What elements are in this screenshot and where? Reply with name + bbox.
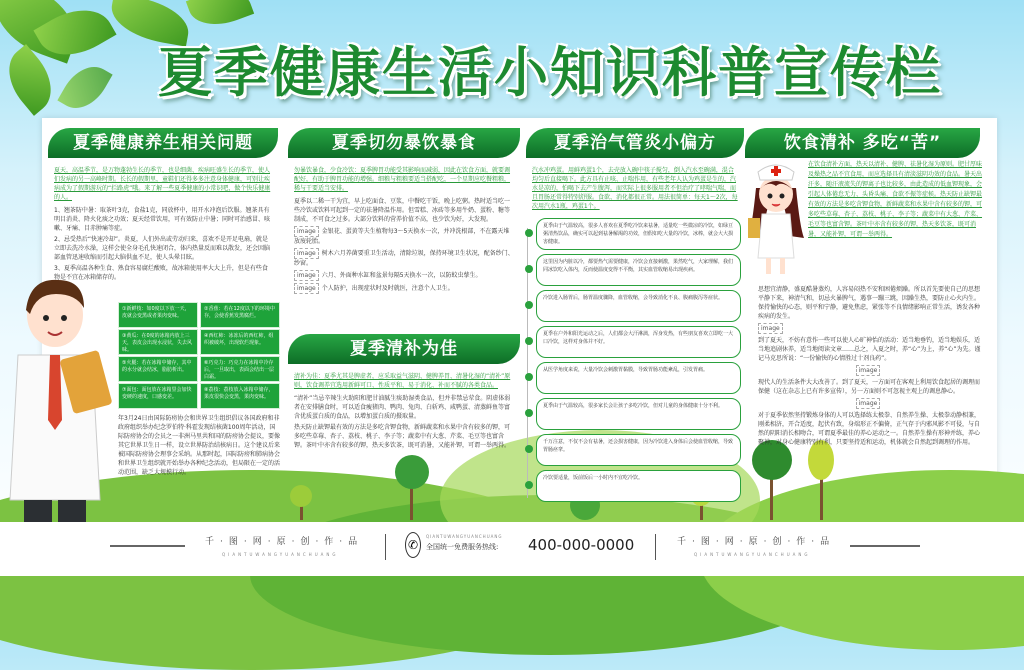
paragraph: 1、翘茶防中暑：取茶叶3克，食盐1克，同放杯中，用开水冲泡后饮服。翘茶具有明目消炎、降火化痰之功效；夏天经常饮用，可有效防止中暑；同时可治感冒、咳嗽、牙痛、目赤肿痛等症。 xyxy=(54,207,271,232)
broken-image-icon: image xyxy=(856,365,881,376)
nurse-illustration xyxy=(742,158,806,280)
paragraph: 思想宜清静，盛夏酷暑蒸灼，人容易闷热不安和困倦烦躁。所以首先要使自己的思想平静下来，神清气和，切忌火暴脾气，遇事一蹦三跳，因躁生热，要防止心火内生。保持愉快的心态，则平和宁静，避免焦虑，紧张等不良情绪影响正常生活，诱发各种疾病的发生。 xyxy=(758,286,981,320)
tip-box: ②香蕉：若在12度以下的环境中存，会使香蕉发黑腐烂。 xyxy=(200,302,280,328)
section-no-overeating xyxy=(288,128,520,296)
bullet-dot xyxy=(525,337,533,345)
footer xyxy=(0,522,1024,576)
paragraph: 到了夏天，不妨有意作一些可以使人心旷神怡的活动：适当地垂钓，适当地娱乐，适当地追剧休养，适当地阅读文章……总之，入夏之时，养“心”为上，养“心”为先。谨记马克思所说：“一份愉快的心情胜过十剂良药”。 xyxy=(758,337,981,362)
hotline-sub: QIANTUWANGYUANCHUANG xyxy=(426,534,503,539)
image-note: image 六月、外面种水缸和盆景每隔5天换水一次，以防蚊虫孳生。 xyxy=(294,270,514,281)
section-heading: 夏季健康养生相关问题 xyxy=(48,128,278,158)
bullet-dot xyxy=(525,445,533,453)
broken-image-icon: image xyxy=(294,226,319,237)
hotline-label: 全国统一免费服务热线: xyxy=(426,543,499,551)
broken-image-icon: image xyxy=(856,398,881,409)
tip-box: ⑤火腿：若在冰箱中储存，其中的水分就会结冰，脂肪析出。 xyxy=(118,356,198,382)
section-heading: 夏季切勿暴饮暴食 xyxy=(288,128,520,158)
section-light-tonic xyxy=(288,334,520,452)
tip-card: 冷饮进入肠胃后，肠胃温度骤降，血管收缩，会导致消化不良、腹痛腹泻等症状。 xyxy=(536,290,741,322)
broken-image-icon: image xyxy=(758,323,783,334)
tip-card: 这里因为内脏以冷，都要热气需要健康，冷饮会直接刺激，果然吃气，大家理解，我们同冰饮吃入体内，反而使温度变得不平衡，其实血管收缩易出现疾病。 xyxy=(536,254,741,286)
section-heading: 饮食清补 多吃“苦” xyxy=(745,128,980,158)
paragraph: 热天防止缺钾最有效的方法是多吃含钾食物，新鲜蔬菜和水果中含有较多的钾，可多吃些草莓、杏子、荔枝、桃子、李子等；蔬菜中有大葱、芹菜、毛豆等也富含钾。茶叶中亦含有较多的钾，热天多饮茶，既可消暑，又能补钾，可谓一举两得。 xyxy=(294,424,511,449)
tip-card: 夏季由于气温较高，很多人喜欢在夏季吃冷饮来祛暑，适量吃一些微凉的冷饮，如绿豆粥清热饮品，确实可以起到祛暑解渴的功效，但假如吃大量的冷饮，冰棒，就会大大损害健康。 xyxy=(536,218,741,250)
section-health-questions xyxy=(48,128,278,284)
bullet-dot xyxy=(525,409,533,417)
image-note: image 金银花、蛋黄等夫生植物每3～5天换水一次，并冲洗根部，不在露天堆放废轮胎。 xyxy=(294,228,510,245)
tip-box: ④西红柿：冰冻后的西红柿，组织被破坏，出现软烂现象。 xyxy=(200,329,280,355)
image-note: image 树木六月养菌要重卫生活动，清除垃圾，保持环境卫生状况，配备纱门、纱窗。 xyxy=(294,250,514,267)
tip-box: ③黄瓜：在0度的冰箱内放上三天，表皮会出现水浸状，失去风味。 xyxy=(118,329,198,355)
image-note: image 个人防护，出现症状时及时就医，注意个人卫生。 xyxy=(294,283,514,294)
tip-card: 冷饮要适量，饭前饭后一小时内不宜吃冷饮。 xyxy=(536,470,741,502)
section-lead: 夏天，高温季节，是万物蓬勃生长的季节，也是细菌、疾病旺盛生长的季节，使人们发病的另一高峰时期。长长的假期里，童鞋们还得多多注意身体健康，可别让疾病成为了假期游玩的“拦路虎”哦。来了解一些夏季健康的小常识吧，做个快乐健康的人。 xyxy=(54,167,271,201)
page-title: 夏季健康生活小知识科普宣传栏 xyxy=(158,41,942,104)
tip-card: 千万注意，不仅不会有祛暑，还会损害健康，因为冷饮进入身体后会使血管收缩，导致胃肠痉挛。 xyxy=(536,434,741,466)
paragraph: “清补”当忌辛辣生火助阳和肥甘油腻生痰助湿类食品，但并非禁忌荤食。阴虚体弱者在安排膳食时，可以适食瘦猪肉、鸭肉、兔肉、白斩鸡、咸鸭蛋、清蒸鲜鱼等富含优质蛋白质的食品，以增加蛋白质的摄取量。 xyxy=(294,395,511,420)
phone-icon: ✆ xyxy=(405,532,421,558)
tip-card: 夏季由于气温较高，很多家长会让孩子多吃冷饮，但对儿童的身体健康十分不利。 xyxy=(536,398,741,430)
tip-card: 从医学角度来说，大量冷饮会刺激胃黏膜，导致胃肠功能紊乱，引发胃痛。 xyxy=(536,362,741,394)
section-body xyxy=(752,283,987,449)
tip-box: ⑧荔枝：荔枝放入冰箱中储存，果皮很快会变黑，果肉变味。 xyxy=(200,383,280,409)
hotline-number: 400-000-0000 xyxy=(528,536,635,554)
tip-card: 夏季在户外和阳光运动之后，人们都会大汗淋漓，浑身发热，有些朋友喜欢立即吃一大口冷饮，这样对身体并不好。 xyxy=(536,326,741,358)
bullet-dot xyxy=(525,373,533,381)
paragraph: 2、忌受热后“快速冷却”。炎夏，人们外出或劳动归来，喜欢不是开足电扇，就是立即去洗冷水澡，这样会使全身毛孔快速闭合，体内热量反而难以散发，还会因脑部血管迅速收缩而引起大脑供血不足，使人头晕目眩。 xyxy=(54,236,271,261)
paragraph: 对于夏季依然坚持锻炼身体的人可以选择练太极拳、自然养生操、太极拳动静相兼，刚柔相济，开合适度，起伏有致，身端形正不偏倚，正气存于内邪风影不可侵，与自然的阴阳消长相吻合，可谓夏季最佳的养心运动之一。自然养生操有形神并练，养心聚神，对身心健康特别有利，只要坚持适和运动，机体就会自然起到调理的作用。 xyxy=(758,412,981,446)
tip-box: ⑥巧克力：巧克力在冰箱中冷存后，一旦取出，表面会结出一层白霜。 xyxy=(200,356,280,382)
closing-paragraph: 年3月24日由国际防痨协会和世界卫生组织倡议各国政府和非政府组织举办纪念罗伯特·科霍发现结核菌100周年活动，国际防痨协会的会员之一非洲马里共和国的防痨协会提议，要像其它世界卫生日一样，设立世界防治结核病日。这个建议后来被国际防痨协会理事会采纳。从那时起，国际防痨和肺病协会和世界卫生组织就开始举办各种纪念活动，但局限在一定的活动范围，缺乏大规模行动。 xyxy=(118,415,281,476)
tips-timeline xyxy=(526,218,748,518)
section-lead: 清补为佳：夏季尤其是脾虚者，应采取益气滋阴、健脾养胃、清暑化湿的“清补”原则，饮食调养宜选用新鲜可口、性质平和、易于消化、补而不腻的各类食品。 xyxy=(294,373,511,389)
bullet-dot xyxy=(525,265,533,273)
bullet-dot xyxy=(525,481,533,489)
doctor-illustration xyxy=(0,270,116,555)
section-bronchitis-remedies xyxy=(526,128,744,215)
section-heading: 夏季清补为佳 xyxy=(288,334,520,364)
section-lead: 在饮食清补方面，热天以清补、健脾、祛暑化湿为原则。肥甘厚味及燥热之品不宜食用，而应选择具有清淡滋阴功效的食品。暑天出汗多，随汗液流失的钾离子也比较多，由此造成的低血钾现象，会引起人体倦怠无力、头昏头痛、食欲不振等症候。热天防止缺钾最有效的方法是多吃含钾食物，新鲜蔬菜和水果中含有较多的钾，可多吃些草莓、杏子、荔枝、桃子、李子等；蔬菜中有大葱、芹菜、毛豆等也富含钾。茶叶中亦含有较多的钾，热天多饮茶，既可消暑，又能补钾，可谓一举两得。 xyxy=(808,161,983,238)
tip-box: ①新鲜枝：如0度以下放一天，皮就会变黑或者果肉变味。 xyxy=(118,302,198,328)
section-lead: 勿暴饮暴食，少食冷饮：夏季脾胃功能受其影响而减弱，因此在饮食方面，就要调配好，有助于脾胃功能的增强。细粮与粗粮要适当搭配吃，一个星期应吃餐粗粮，稀与干要适当安排。 xyxy=(294,167,511,192)
bullet-dot xyxy=(525,229,533,237)
footer-brand-left: 千·图·网·原·创·作·品 xyxy=(205,537,364,547)
broken-image-icon: image xyxy=(294,270,319,281)
paragraph: 3、夏季高温各种生食、熟食容易腐烂酸败，故冰箱使用率大大上升，但是有些食物是不宜在冰箱储存的。 xyxy=(54,265,268,281)
section-lead: 汽水冲鸡蛋。用鲜鸡蛋1个，去壳放入碗中筷子搅匀，倒入汽水至碗满，混合均匀后直接喝下。此方具有止咳、止喘作用，有些老年人认为鸡蛋是生的，汽水是凉的，怕喝下去产生腹泻，而实际上很多服用者不但治疗了哮喘气喘，而且胃肠还常得特别舒服。食欲、消化都很正常。用法很简单：每天1～2次，每次用汽水1瓶，鸡蛋1个。 xyxy=(532,167,738,210)
section-eat-bitter xyxy=(745,128,980,158)
tip-box: ⑦面包：面包放在冰箱里会加快变硬的速度，口感变差。 xyxy=(118,383,198,409)
broken-image-icon: image xyxy=(294,248,319,259)
footer-brand-right: 千·图·网·原·创·作·品 xyxy=(677,537,836,547)
footer-brand-left-sub: QIANTUWANGYUANCHUANG xyxy=(222,552,339,557)
paragraph: 夏季以二稀一干为宜，早上吃面食、豆浆，中餐吃干饭，晚上吃粥。热时适当吃一些冷饮或饮料可起到一定的祛暑降温作用。但雪糕、冰砖等多用牛奶、蛋粉、糖等制成，不可食之过多。大部分饮料的营养价值不高，也少饮为好，大发现。 xyxy=(294,198,511,223)
bullet-dot xyxy=(525,301,533,309)
footer-brand-right-sub: QIANTUWANGYUANCHUANG xyxy=(694,552,811,557)
broken-image-icon: image xyxy=(294,283,319,294)
paragraph: 现代人的生活条件大大改善了。到了夏天，一方面可在客观上利用饮食起居的调理而保健（这在杂志上已有许多宣传），另一方面则不可忽视主观上的调息静心。 xyxy=(758,379,981,395)
section-heading: 夏季治气管炎小偏方 xyxy=(526,128,744,158)
